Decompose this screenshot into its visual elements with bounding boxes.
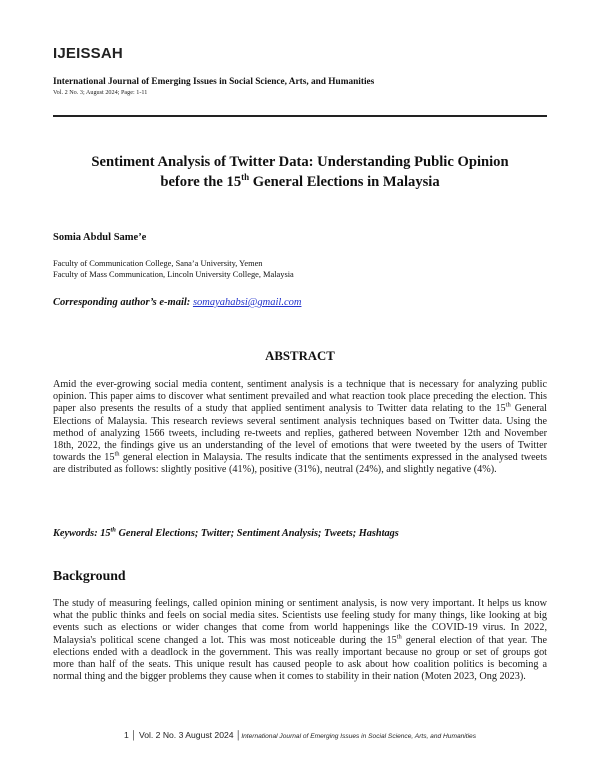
keywords-text: General Elections; Twitter; Sentiment Analysis; Tweets; Hashtags	[115, 528, 399, 539]
corresponding-label: Corresponding author’s e-mail:	[53, 297, 191, 308]
title-line2-post: General Elections in Malaysia	[249, 174, 440, 190]
abstract-sup2: th	[114, 450, 120, 458]
abstract-sup1: th	[505, 402, 511, 410]
affiliation-1: Faculty of Communication College, Sana’a University, Yemen	[53, 259, 263, 268]
background-heading: Background	[53, 568, 126, 583]
affiliation-2: Faculty of Mass Communication, Lincoln University College, Malaysia	[53, 270, 294, 279]
keywords	[53, 528, 399, 539]
abstract-part2: General Elections of Malaysia. This research reviews several sentiment analysis techniques based on Twitter data. Using the method of analyzing 1566 tweets, including re-tweets and replies, gathered between November 12th and November 18th, 2022, the findings give us an understanding of the level of emotions that were tweeted by the users of Twitter towards the 15	[53, 403, 547, 464]
title-line2-sup: th	[241, 172, 250, 183]
journal-volume-info: Vol. 2 No. 3; August 2024; Page: 1-11	[53, 89, 148, 96]
keywords-label: Keywords: 15	[53, 528, 111, 539]
keywords-sup: th	[110, 526, 116, 534]
abstract-part3: general election in Malaysia. The results indicate that the sentiments expressed in the analysed tweets are distributed as follows: slightly positive (41%), positive (31%), neutral (24%), and slightly negative (4%).	[53, 452, 547, 476]
author-name: Somia Abdul Same’e	[53, 232, 147, 243]
abstract-text	[53, 379, 547, 477]
abstract-part1: Amid the ever-growing social media content, sentiment analysis is a technique that is necessary for analyzing public opinion. This paper aims to discover what sentiment prevailed and what reaction took place preceding the election. This paper also presents the results of a study that applied sentiment analysis to Twitter data relating to the 15	[53, 379, 547, 415]
footer-page-number: 1	[124, 730, 129, 740]
background-part1: The study of measuring feelings, called opinion mining or sentiment analysis, is now very important. It helps us know what the public thinks and feels on social media sites. Scientists use feeling study for many things, like looking at big events such as elections or wider changes that come from world happenings like the COVID-19 virus. In 2022, Malaysia's political scene changed a lot. This was most noticeable during the 15	[53, 598, 547, 646]
paper-title	[60, 152, 540, 192]
footer-issue: Vol. 2 No. 3 August 2024	[138, 730, 234, 740]
page-footer: 1 │ Vol. 2 No. 3 August 2024 │International Journal of Emerging Issues in Social Science, Arts, and Humanities	[124, 730, 476, 740]
background-part2: general election of that year. The elections ended with a deadlock in the government. This was really important because no group or set of groups got more than half of the seats. This unique result has caused people to ask about how coalition politics is becoming a normal thing and the bigger problems they cause when it comes to stability in their nation (Moten 2023, Ong 2023).	[53, 634, 547, 683]
corresponding-author	[53, 297, 301, 308]
footer-journal: International Journal of Emerging Issues in Social Science, Arts, and Humanities	[241, 733, 476, 740]
background-text	[53, 598, 547, 683]
header-rule	[53, 115, 547, 117]
background-sup: th	[396, 633, 402, 641]
abstract-heading: ABSTRACT	[265, 349, 335, 363]
title-line1: Sentiment Analysis of Twitter Data: Understanding Public Opinion	[91, 154, 509, 170]
title-line2-pre: before the 15	[160, 174, 242, 190]
corresponding-email-link[interactable]: somayahabsi@gmail.com	[192, 297, 302, 308]
journal-acronym: IJEISSAH	[53, 45, 123, 62]
journal-name: International Journal of Emerging Issues in Social Science, Arts, and Humanities	[53, 77, 375, 87]
